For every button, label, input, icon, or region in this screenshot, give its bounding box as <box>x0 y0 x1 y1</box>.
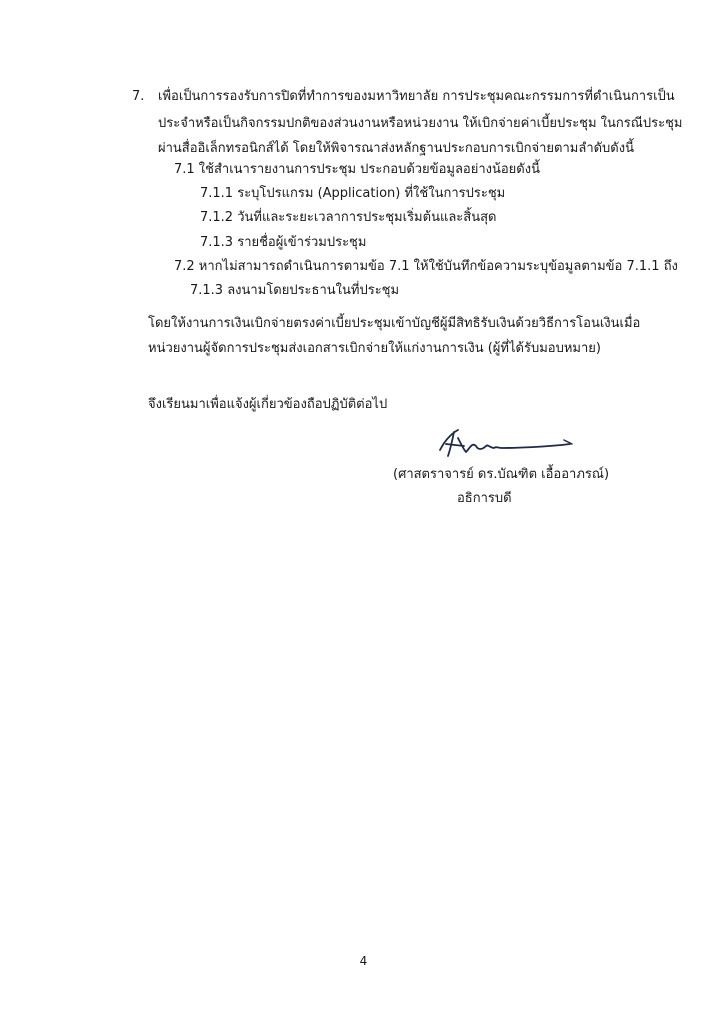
payment-line-1: โดยให้งานการเงินเบิกจ่ายตรงค่าเบี้ยประชุมเข้าบัญชีผู้มีสิทธิรับเงินด้วยวิธีการโอนเงินเมื่อ <box>148 316 641 331</box>
item-7-1-heading: 7.1 ใช้สำเนารายงานการประชุม ประกอบด้วยข้อมูลอย่างน้อยดังนี้ <box>174 162 540 177</box>
item-7-2-line-2: 7.1.3 ลงนามโดยประธานในที่ประชุม <box>190 283 400 298</box>
item-7-line-2: ประจำหรือเป็นกิจกรรมปกติของส่วนงานหรือหน่วยงาน ให้เบิกจ่ายค่าเบี้ยประชุม ในกรณีประชุม <box>158 116 683 131</box>
signer-name: (ศาสตราจารย์ ดร.บัณฑิต เอื้ออาภรณ์) <box>393 467 610 482</box>
payment-line-2: หน่วยงานผู้จัดการประชุมส่งเอกสารเบิกจ่ายให้แก่งานการเงิน (ผู้ที่ได้รับมอบหมาย) <box>148 341 601 356</box>
closing-text: จึงเรียนมาเพื่อแจ้งผู้เกี่ยวข้องถือปฏิบัติต่อไป <box>148 397 388 412</box>
item-7-1-2: 7.1.2 วันที่และระยะเวลาการประชุมเริ่มต้นและสิ้นสุด <box>200 210 497 225</box>
item-7-1-3: 7.1.3 รายชื่อผู้เข้าร่วมประชุม <box>200 235 367 250</box>
item-7-line-3: ผ่านสื่ออิเล็กทรอนิกส์ได้ โดยให้พิจารณาส่งหลักฐานประกอบการเบิกจ่ายตามลำดับดังนี้ <box>158 141 634 156</box>
item-7-line-1: เพื่อเป็นการรองรับการปิดที่ทำการของมหาวิทยาลัย การประชุมคณะกรรมการที่ดำเนินการเป็น <box>158 89 675 104</box>
item-7-number: 7. <box>132 89 145 104</box>
item-7-1-1: 7.1.1 ระบุโปรแกรม (Application) ที่ใช้ในการประชุม <box>200 186 506 201</box>
signer-title: อธิการบดี <box>457 491 512 506</box>
page-number: 4 <box>359 954 368 968</box>
item-7-2-line-1: 7.2 หากไม่สามารถดำเนินการตามข้อ 7.1 ให้ใช้บันทึกข้อความระบุข้อมูลตามข้อ 7.1.1 ถึง <box>174 259 678 274</box>
signature-image <box>436 424 576 464</box>
